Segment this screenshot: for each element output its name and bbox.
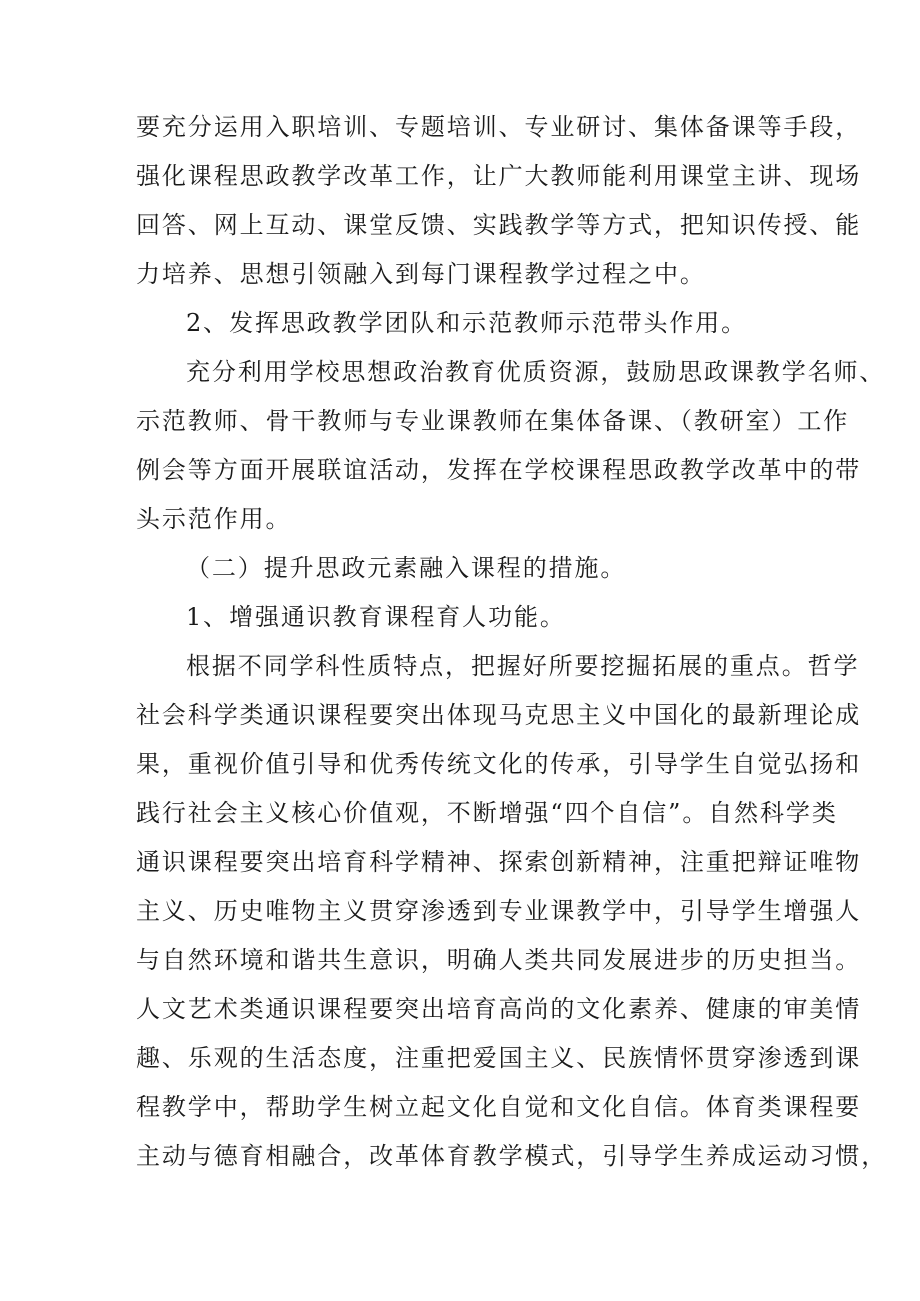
text-line: 程教学中，帮助学生树立起文化自觉和文化自信。体育类课程要 xyxy=(136,1093,862,1121)
text-line: 践行社会主义核心价值观，不断增强“四个自信”。自然科学类 xyxy=(136,799,838,827)
text-line: 人文艺术类通识课程要突出培育高尚的文化素养、健康的审美情 xyxy=(136,995,862,1023)
text-line: 示范教师、骨干教师与专业课教师在集体备课、（教研室）工作 xyxy=(136,407,850,435)
text-line: 充分利用学校思想政治教育优质资源，鼓励思政课教学名师、 xyxy=(186,358,886,386)
text-line: 例会等方面开展联谊活动，发挥在学校课程思政教学改革中的带 xyxy=(136,456,862,484)
text-line: 要充分运用入职培训、专题培训、专业研讨、集体备课等手段， xyxy=(136,113,862,141)
text-line: 社会科学类通识课程要突出体现马克思主义中国化的最新理论成 xyxy=(136,701,862,729)
text-line: 趣、乐观的生活态度，注重把爱国主义、民族情怀贯穿渗透到课 xyxy=(136,1044,862,1072)
text-line: 与自然环境和谐共生意识，明确人类共同发展进步的历史担当。 xyxy=(136,946,862,974)
text-line: 主义、历史唯物主义贯穿渗透到专业课教学中，引导学生增强人 xyxy=(136,897,862,925)
text-line: 强化课程思政教学改革工作，让广大教师能利用课堂主讲、现场 xyxy=(136,162,862,190)
section-heading: 2、发挥思政教学团队和示范教师示范带头作用。 xyxy=(186,309,748,337)
text-line: 根据不同学科性质特点，把握好所要挖掘拓展的重点。哲学 xyxy=(186,652,860,680)
text-line: 主动与德育相融合，改革体育教学模式，引导学生养成运动习惯， xyxy=(136,1142,888,1170)
section-heading: （二）提升思政元素融入课程的措施。 xyxy=(186,554,627,582)
section-heading: 1、增强通识教育课程育人功能。 xyxy=(186,603,566,631)
text-line: 力培养、思想引领融入到每门课程教学过程之中。 xyxy=(136,260,706,288)
text-line: 头示范作用。 xyxy=(136,505,292,533)
text-line: 果，重视价值引导和优秀传统文化的传承，引导学生自觉弘扬和 xyxy=(136,750,862,778)
text-line: 回答、网上互动、课堂反馈、实践教学等方式，把知识传授、能 xyxy=(136,211,862,239)
text-line: 通识课程要突出培育科学精神、探索创新精神，注重把辩证唯物 xyxy=(136,848,862,876)
